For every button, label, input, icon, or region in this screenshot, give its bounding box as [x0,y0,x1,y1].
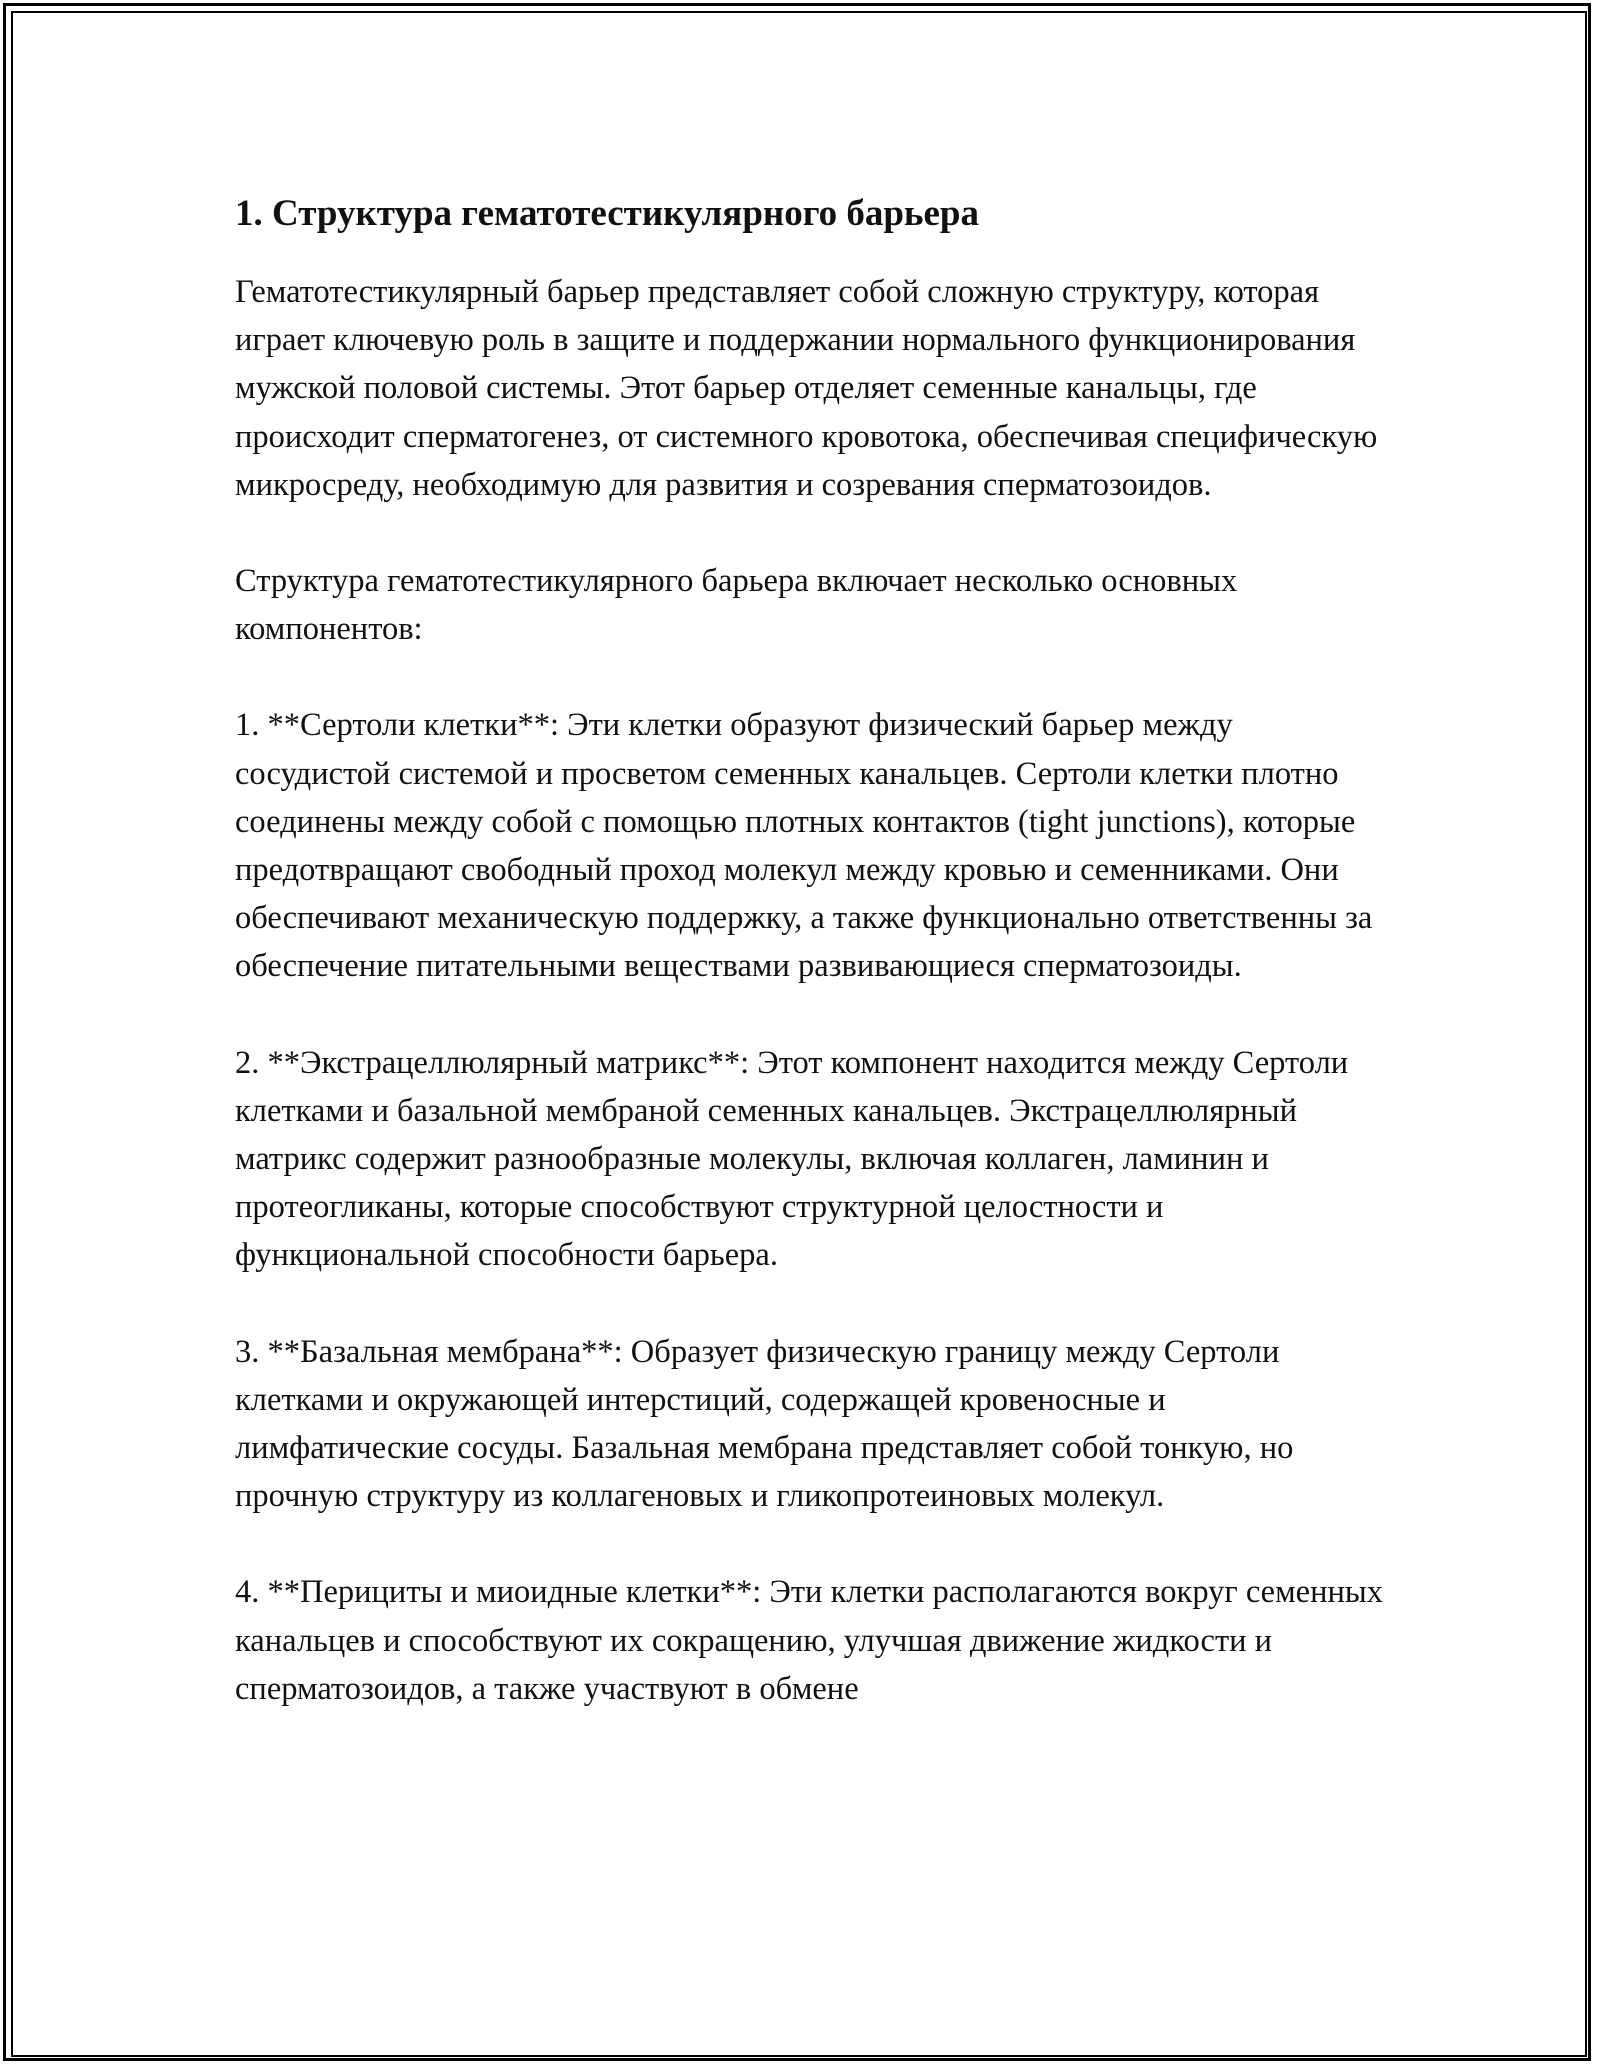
section-heading: 1. Структура гематотестикулярного барьера [235,193,979,234]
paragraph-basal-membrane: 3. **Базальная мембрана**: Образует физическую границу между Сертоли клетками и окружающей интерстиций, содержащей кровеносные и лимфатические сосуды. Базальная мембрана представляет собой тонкую, но прочную структуру из коллагеновых и гликопротеиновых молекул. [235,1333,1294,1515]
paragraph-sertoli-cells: 1. **Сертоли клетки**: Эти клетки образуют физический барьер между сосудистой системой и просветом семенных канальцев. Сертоли клетки плотно соединены между собой с помощью плотных контактов (tight junctions), которые предотвращают свободный проход молекул между кровью и семенниками. Они обеспечивают механическую поддержку, а также функционально ответственны за обеспечение питательными веществами развивающиеся сперматозоиды. [235,707,1373,985]
paragraph-pericytes: 4. **Перициты и миоидные клетки**: Эти клетки располагаются вокруг семенных канальцев и способствуют их сокращению, улучшая движение жидкости и сперматозоидов, а также участвуют в обмене [235,1574,1383,1707]
paragraph-intro: Гематотестикулярный барьер представляет собой сложную структуру, которая играет ключевую роль в защите и поддержании нормального функционирования мужской половой системы. Этот барьер отделяет семенные канальцы, где происходит сперматогенез, от системного кровотока, обеспечивая специфическую микросреду, необходимую для развития и созревания сперматозоидов. [235,274,1378,503]
document-body [235,186,1395,1761]
paragraph-components-intro: Структура гематотестикулярного барьера включает несколько основных компонентов: [235,563,1238,648]
paragraph-extracellular-matrix: 2. **Экстрацеллюлярный матрикс**: Этот компонент находится между Сертоли клетками и базальной мембраной семенных канальцев. Экстрацеллюлярный матрикс содержит разнообразные молекулы, включая коллаген, ламинин и протеогликаны, которые способствуют структурной целостности и функциональной способности барьера. [235,1044,1349,1274]
